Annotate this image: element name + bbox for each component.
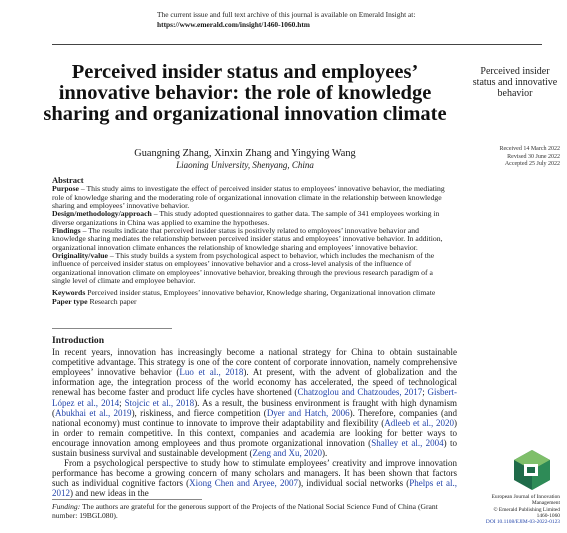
citation-link[interactable]: Chatzoglou and Chatzoudes, 2017 [297,387,423,398]
intro-text: ). Therefore, companies (and national economy) must continue to innovate to improve their adaptability and flexibility ( [52,407,457,428]
introduction-heading: Introduction [52,335,105,346]
intro-text: In recent years, innovation has increasingly become a national strategy for China to obtain sustainable competitive advantage. This strategy is one of the core content of corporate innovation, namely comprehensive employees’ innovative behavior ( [52,347,457,378]
intro-text: ) to sustain business survival and sustainable development ( [52,437,457,459]
citation-link[interactable]: Adleeb et al., 2020 [384,417,455,428]
citation-link[interactable]: Zeng and Xu, 2020 [252,448,322,459]
article-dates [470,146,560,169]
journal-info [470,494,560,525]
article-authors: Guangning Zhang, Xinxin Zhang and Yingying Wang [134,148,356,159]
abstract-rule [52,328,172,329]
originality-label: Originality/value [52,251,108,261]
running-title: Perceived insider status and innovative behavior [472,66,558,99]
revised-date: Revised 30 June 2022 [507,153,560,160]
journal-link[interactable]: https://www.emerald.com/insight/1460-1060.htm [157,20,310,29]
footnote-rule [52,499,202,500]
citation-link[interactable]: Phelps et al., 2012 [52,478,458,499]
introduction-section [52,336,457,499]
funding-footnote [52,502,462,520]
originality-text: – This study builds a system from psychological aspect to behavior, which includes the mechanism of the influence of perceived insider status on employees’ innovative behavior and a cross-level analysis of the influence of organizational innovation climate on employees’ innovative behavior, breaking through the previous research paradigm of a single level of climate and employee behavior. [52,251,435,286]
abstract-originality [52,252,445,285]
findings-label: Findings [52,226,81,236]
findings-text: – The results indicate that perceived insider status is positively related to employees’ innovative behavior and knowledge sharing mediates the relationship between perceived insider status and employees’ innovative behavior. In addition, organizational innovation climate enhances the relationship of knowledge sharing and employees’ innovative behavior. [52,226,443,252]
abstract-findings [52,227,445,252]
intro-text: ), individual social networks ( [297,478,410,489]
abstract-design [52,210,445,227]
journal-name: European Journal of Innovation Management [491,494,560,507]
citation-link[interactable]: Shalley et al., 2004 [371,437,444,448]
abstract-section [52,176,445,306]
article-title: Perceived insider status and employees’ innovative behavior: the role of knowledge sharing and organizational innovation climate [43,61,447,125]
funding-text: The authors are grateful for the generous support of the Projects of the National Social Science Fund of China (Grant number: 19BGL080). [52,502,438,520]
journal-publisher: © Emerald Publishing Limited [493,506,560,513]
article-affiliation: Liaoning University, Shenyang, China [176,160,314,170]
archive-notice-text: The current issue and full text archive of this journal is available on Emerald Insight at: [157,10,416,19]
purpose-label: Purpose [52,184,79,194]
design-label: Design/methodology/approach [52,209,152,219]
citation-link[interactable]: Dyer and Hatch, 2006 [266,407,350,418]
citation-link[interactable]: Xiong Chen and Aryee, 2007 [189,478,298,489]
abstract-purpose [52,185,445,210]
intro-text: From a psychological perspective to study how to stimulate employees’ creativity and improve innovation performance has become a growing concern of many scholars and managers. It has been shown that factors such as individual cognitive factors ( [52,458,457,489]
introduction-paragraph-1 [52,347,457,458]
intro-text: ). As a result, the business environment is fraught with high dynamism ( [52,397,457,418]
paper-type-text: Research paper [87,296,137,306]
keywords-text: Perceived insider status, Employees’ innovative behavior, Knowledge sharing, Organizational innovation climate [85,288,436,298]
paper-type-label: Paper type [52,296,88,306]
intro-text: ) in order to remain competitive. In this context, companies and academia are looking for better ways to encourage innovation among employees and thus promote organizational innovation ( [52,417,458,448]
accepted-date: Accepted 25 July 2022 [504,161,560,167]
design-text: – This study adopted questionnaires to gather data. The sample of 341 employees working in diverse organizations in China was applied to examine the hypotheses. [52,209,440,227]
introduction-paragraph-2 [52,458,457,498]
citation-link[interactable]: Abukhai et al., 2019 [55,407,132,418]
intro-text: ) and new ideas in the [70,488,149,499]
intro-text: ; [119,397,125,408]
intro-text: ). [321,448,328,459]
citation-link[interactable]: Luo et al., 2018 [179,367,244,378]
citation-link[interactable]: Gisbert-López et al., 2014 [52,387,457,408]
purpose-text: – This study aims to investigate the effect of perceived insider status to employees’ innovative behavior, the mediating role of knowledge sharing and the moderating role of organizational innovation climate in the relationship between knowledge sharing and employees’ innovative behavior. [52,184,445,211]
intro-text: ), riskiness, and fierce competition ( [131,407,267,418]
received-date: Received 14 March 2022 [499,146,560,152]
header-rule [52,44,542,45]
journal-doi[interactable]: DOI 10.1108/EJIM-03-2022-0123 [485,519,560,526]
intro-text: ). At present, with the advent of globalization and the information age, the integration process of the world economy has accelerated, the speed of technological renewal has become faster and product life cycles have shortened ( [52,367,457,398]
funding-label: Funding: [52,502,81,511]
abstract-heading: Abstract [52,175,84,185]
abstract-paper-type [52,298,445,306]
journal-issn: 1460-1060 [536,512,560,519]
keywords-label: Keywords [52,288,86,298]
logo-inner-square [527,467,535,473]
intro-text: ; [422,387,428,398]
citation-link[interactable]: Stojcic et al., 2018 [124,397,195,408]
journal-logo-icon [510,448,554,492]
archive-notice [157,10,537,30]
